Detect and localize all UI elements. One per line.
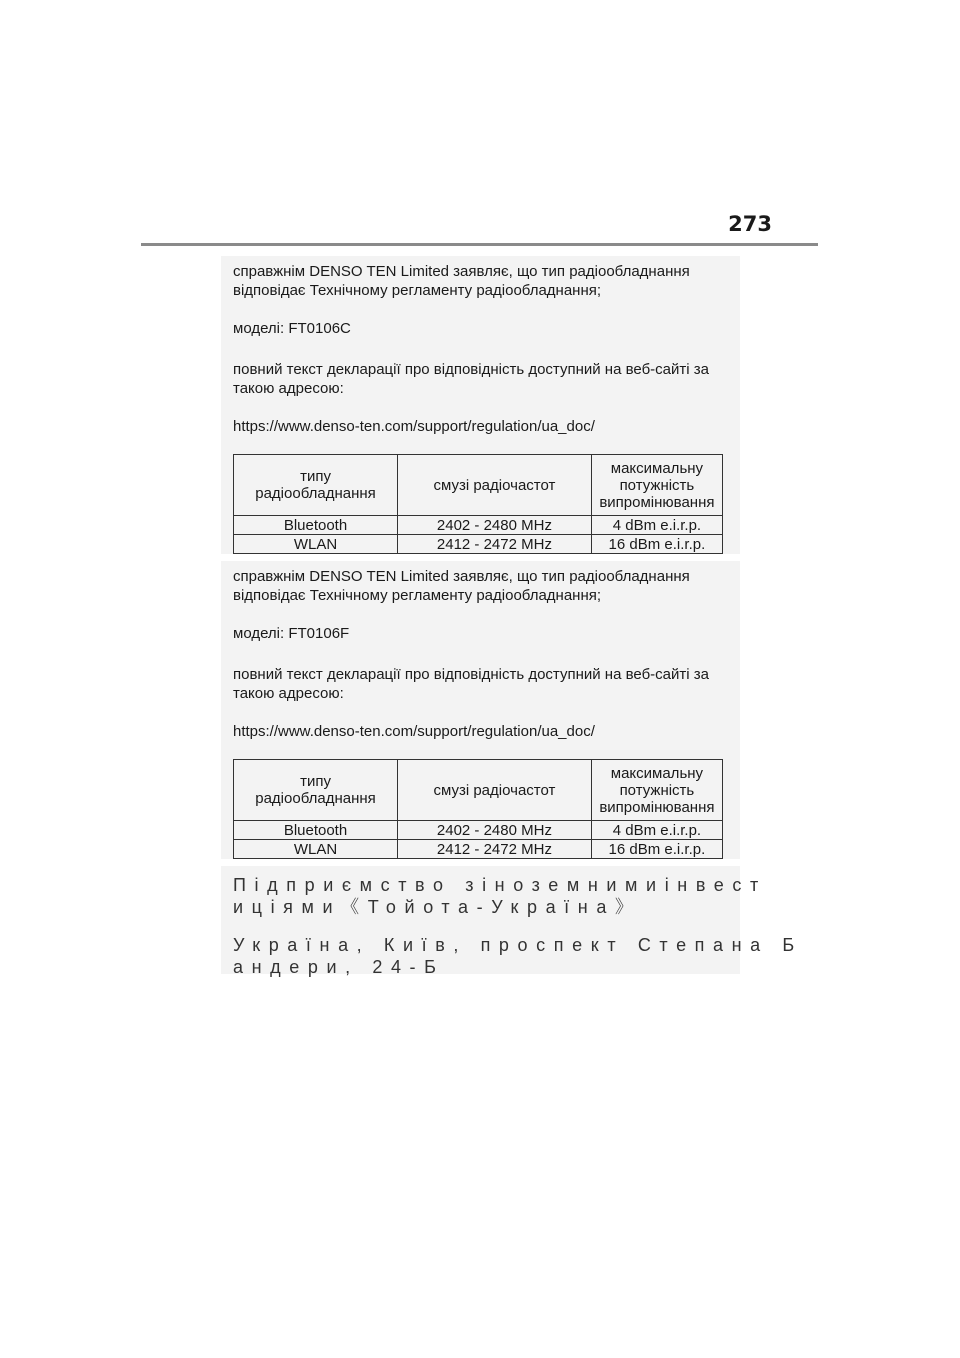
- header-text: потужність: [619, 781, 695, 799]
- header-text: випромінювання: [599, 798, 715, 816]
- header-text: максимальну: [610, 459, 704, 477]
- header-text: радіообладнання: [255, 790, 376, 807]
- table-cell: 4 dBm e.i.r.p.: [591, 516, 722, 535]
- table-cell: WLAN: [234, 840, 398, 859]
- statement-line-1: справжнім DENSO TEN Limited заявляє, що тип радіообладнання: [233, 263, 690, 280]
- header-text: типу: [300, 468, 331, 485]
- header-radio-type: [234, 760, 398, 821]
- table-cell: 16 dBm e.i.r.p.: [591, 840, 722, 859]
- header-max-power: [591, 760, 722, 821]
- importer-line-2: иціями《Тойота-Україна》: [233, 897, 642, 917]
- declaration-block-ft0106c: [221, 256, 740, 554]
- model-line: моделі: FT0106C: [233, 320, 351, 337]
- importer-line-1: Підприємство зіноземнимиінвест: [233, 875, 767, 895]
- table-header-row: [234, 760, 723, 821]
- table-cell: Bluetooth: [234, 821, 398, 840]
- table-row: [234, 516, 723, 535]
- header-text: смузі радіочастот: [433, 476, 556, 494]
- table-cell: WLAN: [234, 535, 398, 554]
- model-line: моделі: FT0106F: [233, 625, 350, 642]
- header-text: випромінювання: [599, 493, 715, 511]
- header-frequency-band: [398, 760, 592, 821]
- declaration-text-line-1: повний текст декларації про відповідність доступний на веб-сайті за: [233, 666, 709, 683]
- table-cell: 16 dBm e.i.r.p.: [591, 535, 722, 554]
- statement-line-2: відповідає Технічному регламенту радіообладнання;: [233, 587, 602, 604]
- header-text: смузі радіочастот: [433, 781, 556, 799]
- page-number: 273: [728, 212, 772, 236]
- header-text: типу: [300, 773, 331, 790]
- declaration-url: https://www.denso-ten.com/support/regulation/ua_doc/: [233, 418, 595, 435]
- table-cell: 2412 - 2472 MHz: [398, 535, 592, 554]
- header-text: потужність: [619, 476, 695, 494]
- table-cell: 4 dBm e.i.r.p.: [591, 821, 722, 840]
- header-max-power: [591, 455, 722, 516]
- importer-block: [221, 866, 803, 977]
- statement-line-1: справжнім DENSO TEN Limited заявляє, що тип радіообладнання: [233, 568, 690, 585]
- statement-line-2: відповідає Технічному регламенту радіообладнання;: [233, 282, 602, 299]
- table-cell: 2402 - 2480 MHz: [398, 821, 592, 840]
- table-row: [234, 821, 723, 840]
- frequency-table: [233, 454, 723, 554]
- table-row: [234, 535, 723, 554]
- header-frequency-band: [398, 455, 592, 516]
- declaration-text-line-1: повний текст декларації про відповідність доступний на веб-сайті за: [233, 361, 709, 378]
- table-cell: 2412 - 2472 MHz: [398, 840, 592, 859]
- declaration-url: https://www.denso-ten.com/support/regulation/ua_doc/: [233, 723, 595, 740]
- importer-address-line-2: андери, 24-Б: [233, 957, 445, 977]
- declaration-block-ft0106f: [221, 561, 740, 859]
- importer-address-line-1: Україна, Київ, проспект Степана Б: [233, 935, 803, 955]
- declaration-text-line-2: такою адресою:: [233, 685, 344, 702]
- declaration-text-line-2: такою адресою:: [233, 380, 344, 397]
- header-radio-type: [234, 455, 398, 516]
- header-text: радіообладнання: [255, 485, 376, 502]
- table-cell: 2402 - 2480 MHz: [398, 516, 592, 535]
- frequency-table: [233, 759, 723, 859]
- header-text: максимальну: [610, 764, 704, 782]
- table-header-row: [234, 455, 723, 516]
- header-rule: [141, 243, 818, 246]
- table-row: [234, 840, 723, 859]
- table-cell: Bluetooth: [234, 516, 398, 535]
